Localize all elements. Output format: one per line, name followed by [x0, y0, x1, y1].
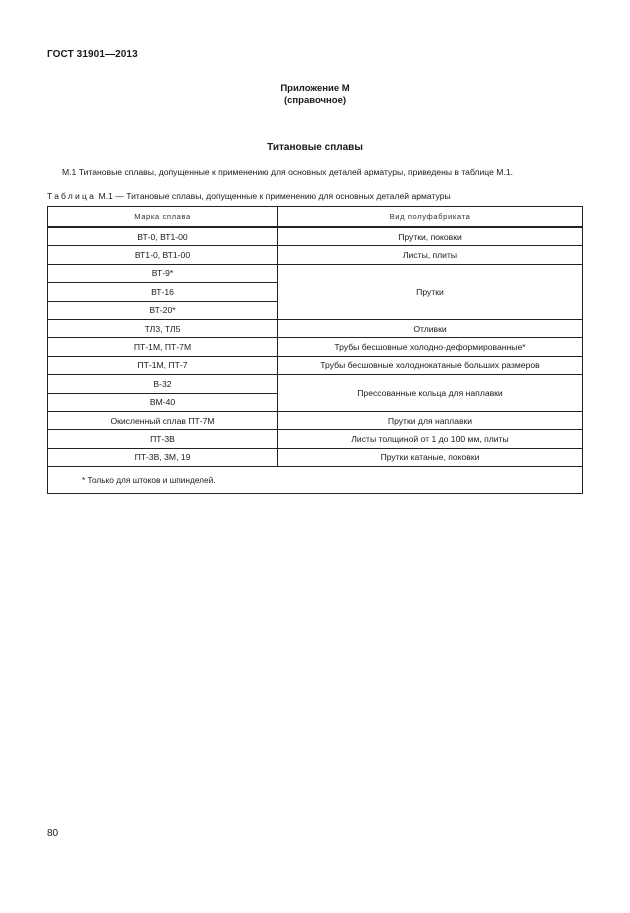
product-cell: Листы, плиты — [278, 246, 583, 264]
alloy-cell: ВТ-16 — [48, 283, 278, 301]
alloy-cell: ВТ-20* — [48, 301, 278, 319]
table-row — [48, 448, 583, 466]
column-header-product: Вид полуфабриката — [278, 207, 583, 228]
alloy-cell: ПТ-3В — [48, 430, 278, 448]
table-row — [48, 227, 583, 246]
table-row — [48, 319, 583, 337]
alloy-cell: ТЛ3, ТЛ5 — [48, 319, 278, 337]
table-footnote: * Только для штоков и шпинделей. — [48, 467, 583, 494]
appendix-type: (справочное) — [283, 95, 347, 106]
product-cell: Отливки — [278, 319, 583, 337]
alloys-table — [47, 206, 583, 494]
appendix-title: Приложение М — [280, 83, 350, 94]
column-header-alloy: Марка сплава — [48, 207, 278, 228]
product-cell: Прутки, поковки — [278, 227, 583, 246]
product-cell: Прутки — [278, 264, 583, 319]
table-row — [48, 356, 583, 374]
product-cell: Трубы бесшовные холоднокатаные больших размеров — [278, 356, 583, 374]
product-cell: Прессованные кольца для наплавки — [278, 375, 583, 412]
table-header-row — [48, 207, 583, 228]
product-cell: Прутки для наплавки — [278, 411, 583, 429]
product-cell: Трубы бесшовные холодно-деформированные* — [278, 338, 583, 356]
product-cell: Листы толщиной от 1 до 100 мм, плиты — [278, 430, 583, 448]
product-cell: Прутки катаные, поковки — [278, 448, 583, 466]
alloy-cell: ВТ1-0, ВТ1-00 — [48, 246, 278, 264]
alloy-cell: В-32 — [48, 375, 278, 393]
standard-header: ГОСТ 31901—2013 — [47, 49, 138, 60]
alloy-cell: ПТ-1М, ПТ-7 — [48, 356, 278, 374]
alloy-cell: Окисленный сплав ПТ-7М — [48, 411, 278, 429]
alloy-cell: ВТ-0, ВТ1-00 — [48, 227, 278, 246]
table-caption-text: М.1 — Титановые сплавы, допущенные к применению для основных деталей арматуры — [96, 191, 451, 201]
table-row — [48, 430, 583, 448]
table-footnote-row — [48, 467, 583, 494]
table-row — [48, 338, 583, 356]
intro-paragraph: М.1 Титановые сплавы, допущенные к применению для основных деталей арматуры, приведены в таблице М.1. — [62, 167, 514, 177]
section-title: Титановые сплавы — [267, 142, 363, 153]
alloy-cell: ПТ-1М, ПТ-7М — [48, 338, 278, 356]
table-caption-prefix: Таблица — [47, 191, 97, 201]
table-row — [48, 375, 583, 393]
alloy-cell: ВМ-40 — [48, 393, 278, 411]
table-row — [48, 411, 583, 429]
table-caption — [47, 191, 451, 201]
alloy-cell: ПТ-3В, 3М, 19 — [48, 448, 278, 466]
table-row — [48, 246, 583, 264]
page-number: 80 — [47, 828, 59, 839]
table-row — [48, 264, 583, 282]
alloy-cell: ВТ-9* — [48, 264, 278, 282]
